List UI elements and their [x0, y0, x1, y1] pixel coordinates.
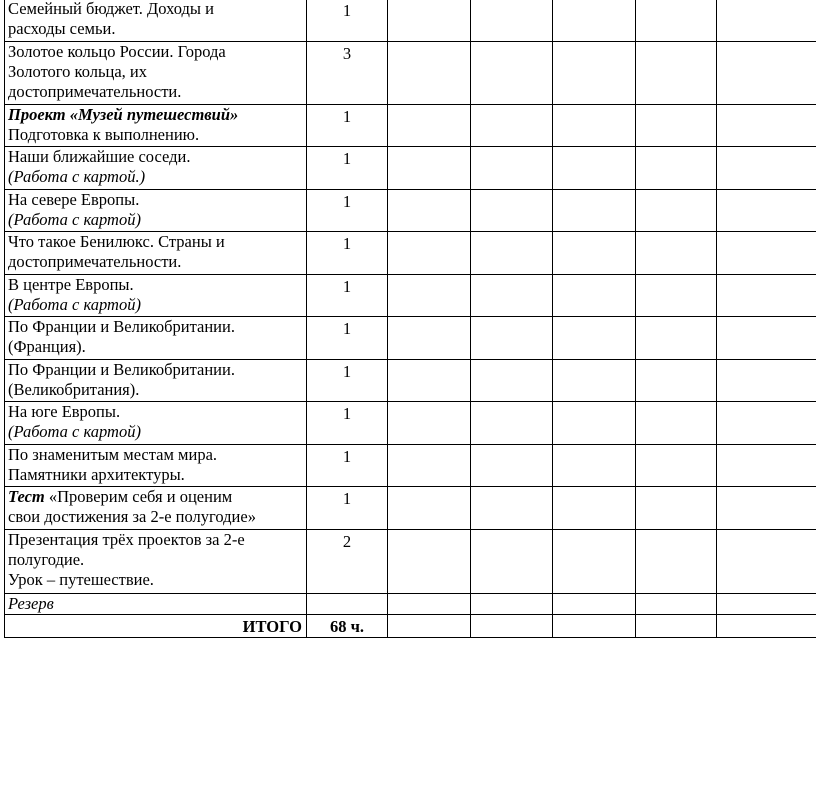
topic-line: По Франции и Великобритании.	[8, 317, 235, 336]
empty-cell	[388, 530, 471, 594]
topic-line: В центре Европы.	[8, 275, 134, 294]
empty-cell	[471, 615, 553, 638]
test-label: Тест	[8, 487, 45, 506]
empty-cell	[717, 105, 816, 147]
empty-cell	[553, 42, 636, 105]
total-row	[5, 615, 816, 638]
hours-cell: 1	[307, 360, 388, 402]
topic-line: (Франция).	[8, 337, 86, 356]
topic-line: Золотое кольцо России. Города	[8, 42, 226, 61]
topic-cell	[5, 190, 307, 232]
empty-cell	[471, 445, 553, 487]
hours-cell: 1	[307, 445, 388, 487]
empty-cell	[553, 594, 636, 615]
table-row	[5, 190, 816, 232]
empty-cell	[717, 42, 816, 105]
empty-cell	[717, 360, 816, 402]
empty-cell	[471, 594, 553, 615]
empty-cell	[717, 0, 816, 42]
empty-cell	[471, 360, 553, 402]
hours-cell: 1	[307, 0, 388, 42]
topic-cell	[5, 402, 307, 445]
hours-cell: 3	[307, 42, 388, 105]
topic-line: достопримечательности.	[8, 82, 182, 101]
topic-line: Что такое Бенилюкс. Страны и	[8, 232, 225, 251]
topic-line: По знаменитым местам мира.	[8, 445, 218, 464]
hours-cell: 1	[307, 317, 388, 360]
empty-cell	[636, 445, 717, 487]
table-row	[5, 0, 816, 42]
topic-cell	[5, 487, 307, 530]
table-row	[5, 360, 816, 402]
empty-cell	[388, 105, 471, 147]
empty-cell	[636, 360, 717, 402]
hours-cell: 1	[307, 105, 388, 147]
topic-line: На юге Европы.	[8, 402, 121, 421]
empty-cell	[471, 42, 553, 105]
hours-cell: 1	[307, 190, 388, 232]
hours-cell: 1	[307, 275, 388, 317]
empty-cell	[636, 147, 717, 190]
empty-cell	[636, 275, 717, 317]
empty-cell	[471, 530, 553, 594]
empty-cell	[636, 0, 717, 42]
empty-cell	[636, 402, 717, 445]
topic-line: Урок – путешествие.	[8, 570, 154, 589]
table-row	[5, 275, 816, 317]
empty-cell	[636, 317, 717, 360]
empty-cell	[636, 42, 717, 105]
hours-cell: 1	[307, 232, 388, 275]
empty-cell	[553, 530, 636, 594]
empty-cell	[717, 445, 816, 487]
topic-note: (Работа с картой)	[8, 210, 141, 229]
topic-cell	[5, 445, 307, 487]
table-row	[5, 402, 816, 445]
hours-cell: 2	[307, 530, 388, 594]
topic-line	[8, 487, 306, 507]
empty-cell	[553, 147, 636, 190]
empty-cell	[636, 487, 717, 530]
topic-cell	[5, 42, 307, 105]
empty-cell	[636, 615, 717, 638]
empty-cell	[388, 147, 471, 190]
table-row	[5, 232, 816, 275]
empty-cell	[636, 190, 717, 232]
empty-cell	[636, 594, 717, 615]
empty-cell	[388, 594, 471, 615]
table-row	[5, 42, 816, 105]
empty-cell	[553, 190, 636, 232]
topic-cell	[5, 0, 307, 42]
topic-line: Наши ближайшие соседи.	[8, 147, 191, 166]
table-row	[5, 530, 816, 594]
total-value: 68 ч.	[307, 615, 388, 638]
topic-cell	[5, 275, 307, 317]
empty-cell	[388, 42, 471, 105]
topic-line: Семейный бюджет. Доходы и	[8, 0, 214, 18]
topic-cell	[5, 232, 307, 275]
hours-cell: 1	[307, 487, 388, 530]
empty-cell	[636, 105, 717, 147]
topic-cell	[5, 530, 307, 594]
topic-line: Подготовка к выполнению.	[8, 125, 200, 144]
empty-cell	[717, 487, 816, 530]
table-row	[5, 594, 816, 615]
empty-cell	[717, 530, 816, 594]
table-row	[5, 317, 816, 360]
test-title: «Проверим себя и оценим	[44, 487, 233, 506]
topic-line: Золотого кольца, их	[8, 62, 147, 81]
topic-line: свои достижения за 2-е полугодие»	[8, 507, 256, 526]
empty-cell	[717, 190, 816, 232]
empty-cell	[717, 402, 816, 445]
empty-cell	[717, 594, 816, 615]
hours-cell: 1	[307, 147, 388, 190]
topic-cell	[5, 360, 307, 402]
topic-note: (Работа с картой)	[8, 422, 141, 441]
empty-cell	[717, 275, 816, 317]
empty-cell	[388, 0, 471, 42]
empty-cell	[553, 105, 636, 147]
topic-line: полугодие.	[8, 550, 85, 569]
hours-cell: 1	[307, 402, 388, 445]
empty-cell	[388, 445, 471, 487]
topic-note: (Работа с картой)	[8, 295, 141, 314]
empty-cell	[471, 317, 553, 360]
hours-cell	[307, 594, 388, 615]
topic-cell	[5, 147, 307, 190]
empty-cell	[553, 615, 636, 638]
topic-note: (Работа с картой.)	[8, 167, 146, 186]
topic-line: расходы семьи.	[8, 19, 116, 38]
empty-cell	[388, 487, 471, 530]
topic-cell	[5, 105, 307, 147]
empty-cell	[388, 402, 471, 445]
topic-line: На севере Европы.	[8, 190, 140, 209]
topic-line: По Франции и Великобритании.	[8, 360, 235, 379]
empty-cell	[471, 275, 553, 317]
empty-cell	[471, 190, 553, 232]
empty-cell	[717, 147, 816, 190]
topic-cell	[5, 594, 307, 615]
table-row	[5, 487, 816, 530]
empty-cell	[388, 317, 471, 360]
lesson-plan-table	[4, 0, 816, 638]
empty-cell	[553, 232, 636, 275]
empty-cell	[388, 275, 471, 317]
empty-cell	[471, 232, 553, 275]
empty-cell	[636, 530, 717, 594]
topic-cell	[5, 317, 307, 360]
empty-cell	[553, 487, 636, 530]
empty-cell	[636, 232, 717, 275]
empty-cell	[471, 402, 553, 445]
reserve-label: Резерв	[8, 594, 54, 613]
empty-cell	[553, 402, 636, 445]
empty-cell	[471, 0, 553, 42]
empty-cell	[471, 487, 553, 530]
empty-cell	[553, 360, 636, 402]
empty-cell	[388, 232, 471, 275]
empty-cell	[471, 147, 553, 190]
empty-cell	[553, 275, 636, 317]
topic-line: Памятники архитектуры.	[8, 465, 185, 484]
project-title: Проект «Музей путешествий»	[8, 105, 239, 124]
topic-line: (Великобритания).	[8, 380, 140, 399]
empty-cell	[553, 317, 636, 360]
topic-line: достопримечательности.	[8, 252, 182, 271]
table-row	[5, 105, 816, 147]
empty-cell	[388, 360, 471, 402]
empty-cell	[553, 0, 636, 42]
total-label: ИТОГО	[5, 615, 307, 638]
empty-cell	[388, 190, 471, 232]
empty-cell	[471, 105, 553, 147]
empty-cell	[717, 317, 816, 360]
empty-cell	[717, 615, 816, 638]
empty-cell	[553, 445, 636, 487]
empty-cell	[388, 615, 471, 638]
topic-line: Презентация трёх проектов за 2-е	[8, 530, 245, 549]
table-row	[5, 445, 816, 487]
empty-cell	[717, 232, 816, 275]
table-row	[5, 147, 816, 190]
